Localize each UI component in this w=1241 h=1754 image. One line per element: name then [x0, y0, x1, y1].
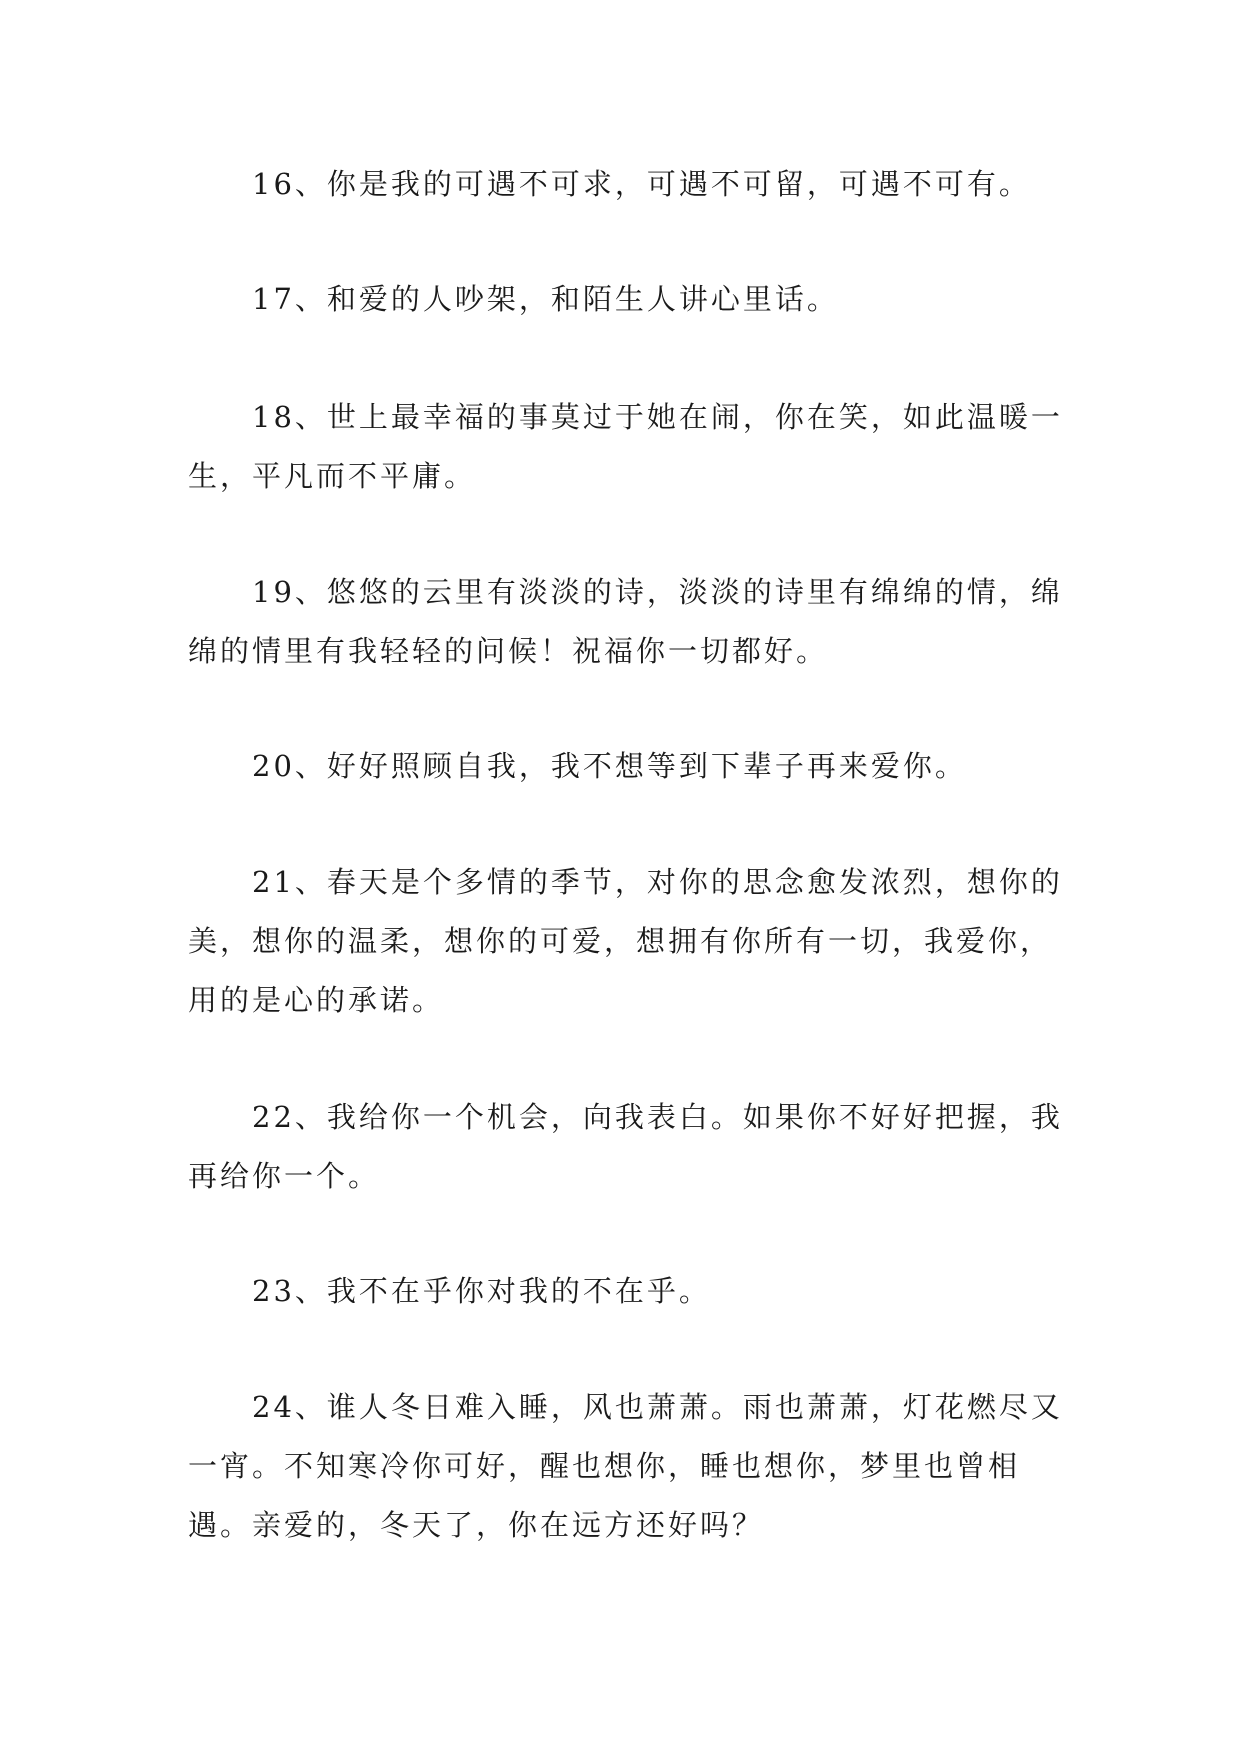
paragraph-16: 16、你是我的可遇不可求，可遇不可留，可遇不可有。 [252, 167, 1031, 201]
paragraph-24: 24、谁人冬日难入睡，风也萧萧。雨也萧萧，灯花燃尽又一宵。不知寒冷你可好，醒也想你，睡也想你，梦里也曾相遇。亲爱的，冬天了，你在远方还好吗？ [188, 1390, 1063, 1542]
paragraph-22: 22、我给你一个机会，向我表白。如果你不好好把握，我再给你一个。 [188, 1100, 1063, 1193]
paragraph-19: 19、悠悠的云里有淡淡的诗，淡淡的诗里有绵绵的情，绵绵的情里有我轻轻的问候！祝福你一切都好。 [188, 575, 1063, 668]
paragraph-23: 23、我不在乎你对我的不在乎。 [252, 1274, 711, 1308]
paragraph-18: 18、世上最幸福的事莫过于她在闹，你在笑，如此温暖一生，平凡而不平庸。 [188, 400, 1063, 493]
paragraph-21: 21、春天是个多情的季节，对你的思念愈发浓烈，想你的美，想你的温柔，想你的可爱，想拥有你所有一切，我爱你，用的是心的承诺。 [188, 865, 1063, 1017]
paragraph-17: 17、和爱的人吵架，和陌生人讲心里话。 [252, 282, 839, 316]
paragraph-20: 20、好好照顾自我，我不想等到下辈子再来爱你。 [252, 749, 967, 783]
